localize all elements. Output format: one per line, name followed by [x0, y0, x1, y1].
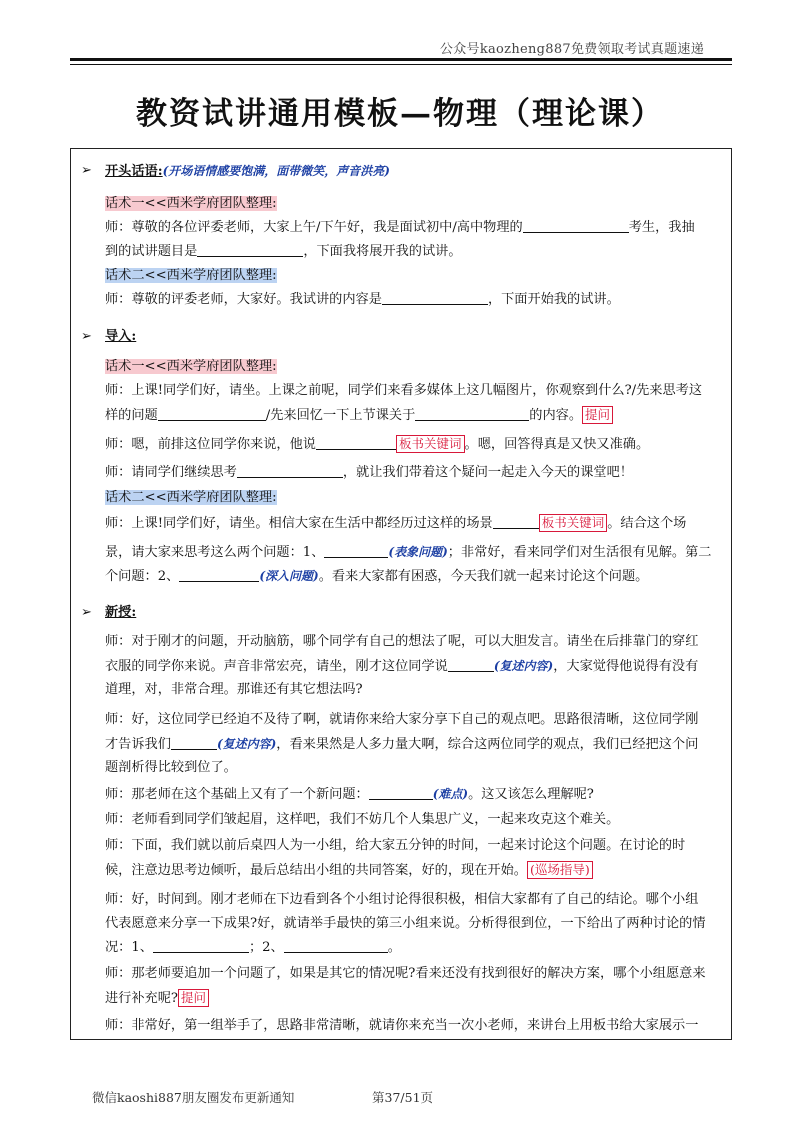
opening-s2-text-b: ，下面开始我的试讲。 — [487, 292, 620, 307]
answer-blank — [158, 407, 266, 421]
opening-s1-line2 — [105, 243, 721, 261]
answer-blank — [284, 939, 388, 953]
opening-s1-text-c: 到的试讲题目是 — [105, 244, 198, 259]
intro-text-k: ；非常好，看来同学们对生活很有见解。第二 — [447, 545, 712, 560]
answer-blank — [493, 515, 539, 529]
intro-text-g: ，就让我们带着这个疑问一起走入今天的课堂吧！ — [342, 465, 633, 480]
opening-s2-line1 — [105, 291, 721, 309]
opening-s1-text-b: 考生，我抽 — [628, 220, 695, 235]
new-line4: 师：好，这位同学已经迫不及待了啊，就请你来给大家分享下自己的观点吧。思路很清晰，这位同学刚 — [105, 712, 699, 727]
new-line5 — [105, 735, 721, 754]
new-line1: 师：对于刚才的问题，开动脑筋，哪个同学有自己的想法了呢，可以大胆发言。请坐在后排靠门的穿红 — [105, 634, 699, 649]
new-line15 — [105, 989, 721, 1008]
new-heading-line — [105, 604, 721, 622]
opening-script1-label-line — [105, 195, 721, 213]
board-keyword-tag: 板书关键词 — [396, 435, 465, 453]
new-line10 — [105, 861, 721, 880]
opening-s1-text-d: ，下面我将展开我的试讲。 — [303, 244, 462, 259]
opening-s1-text-a: 师：尊敬的各位评委老师，大家上午/下午好，我是面试初中/高中物理的 — [105, 220, 523, 235]
new-line13 — [105, 939, 721, 957]
intro-line2 — [105, 406, 721, 425]
new-text-e: 师：那老师在这个基础上又有了一个新问题： — [105, 787, 369, 802]
intro-text-b: /先来回忆一下上节课关于 — [265, 408, 416, 423]
new-line3: 道理，对，非常合理。那谁还有其它想法吗? — [105, 682, 363, 697]
footer-notice: 微信kaoshi887朋友圈发布更新通知 — [92, 1090, 295, 1105]
ask-tag-2: 提问 — [178, 989, 209, 1007]
intro-line4 — [105, 464, 721, 482]
page-number: 第37/51页 — [372, 1090, 434, 1105]
board-keyword-tag-2: 板书关键词 — [539, 514, 608, 532]
answer-blank — [237, 464, 343, 478]
intro-line5 — [105, 514, 721, 533]
intro-text-j: 景，请大家来思考这么两个问题：1、 — [105, 545, 325, 560]
opening-script2-label-line — [105, 267, 721, 285]
new-line7 — [105, 785, 721, 804]
new-text-d: ，看来果然是人多力量大啊，综合这两位同学的观点，我们已经把这个问 — [276, 737, 699, 752]
new-text-j: 。 — [387, 940, 401, 955]
intro-line3 — [105, 435, 721, 454]
intro-text-i: 。结合这个场 — [607, 516, 687, 531]
answer-blank — [523, 219, 629, 233]
intro-text-f: 师：请同学们继续思考 — [105, 465, 237, 480]
intro-script2-label: 话术二<<西米学府团队整理: — [105, 490, 277, 505]
answer-blank — [316, 436, 396, 450]
arrow-bullet-icon: ➢ — [81, 329, 92, 344]
deep-question-note: (深入问题) — [259, 569, 319, 583]
new-text-i: ；2、 — [248, 940, 284, 955]
intro-text-d: 师：嗯，前排这位同学你来说，他说 — [105, 437, 316, 452]
intro-line1: 师：上课!同学们好，请坐。上课之前呢，同学们来看多媒体上这几幅图片，你观察到什么?/先来思考这 — [105, 383, 703, 398]
answer-blank — [197, 243, 303, 257]
intro-line7 — [105, 567, 721, 586]
opening-s1-line1 — [105, 219, 721, 237]
intro-text-e: 。嗯，回答得真是又快又准确。 — [464, 437, 650, 452]
answer-blank — [171, 736, 217, 750]
new-text-k: 进行补充呢? — [105, 991, 179, 1006]
header-rule-thick — [70, 58, 732, 61]
intro-text-a: 样的问题 — [105, 408, 158, 423]
new-heading: 新授: — [105, 605, 137, 620]
intro-text-h: 师：上课!同学们好，请坐。相信大家在生活中都经历过这样的场景 — [105, 516, 493, 531]
intro-script1-label-line — [105, 358, 721, 376]
answer-blank — [448, 658, 494, 672]
ask-tag: 提问 — [582, 406, 613, 424]
new-text-h: 况：1、 — [105, 940, 153, 955]
answer-blank — [324, 544, 388, 558]
new-text-c: 才告诉我们 — [105, 737, 171, 752]
answer-blank — [382, 291, 488, 305]
restate-note-2: (复述内容) — [216, 737, 277, 751]
template-box — [70, 148, 732, 1040]
intro-line6 — [105, 543, 721, 562]
intro-text-c: 的内容。 — [529, 408, 583, 423]
opening-script1-label: 话术一<<西米学府团队整理: — [105, 196, 277, 211]
patrol-guide-tag: (巡场指导) — [527, 861, 593, 879]
arrow-bullet-icon: ➢ — [81, 605, 92, 620]
new-text-f: 。这又该怎么理解呢? — [468, 787, 594, 802]
opening-heading-line — [105, 162, 721, 181]
new-line14: 师：那老师要追加一个问题了，如果是其它的情况呢?看来还没有找到很好的解决方案，哪个小组愿意来 — [105, 966, 706, 981]
intro-script1-label: 话术一<<西米学府团队整理: — [105, 359, 277, 374]
header-rule-thin — [70, 64, 732, 65]
new-text-g: 候，注意边思考边倾听，最后总结出小组的共同答案，好的，现在开始。 — [105, 863, 527, 878]
intro-heading: 导入: — [105, 329, 137, 344]
answer-blank — [153, 939, 249, 953]
new-line9: 师：下面，我们就以前后桌四人为一小组，给大家五分钟的时间，一起来讨论这个问题。在讨论的时 — [105, 838, 686, 853]
difficulty-note: (难点) — [432, 787, 469, 801]
new-line6: 题剖析得比较到位了。 — [105, 760, 237, 775]
new-line16: 师：非常好，第一组举手了，思路非常清晰，就请你来充当一次小老师，来讲台上用板书给大家展示一 — [105, 1018, 699, 1033]
new-line2 — [105, 657, 721, 676]
arrow-bullet-icon: ➢ — [81, 163, 92, 178]
opening-note: (开场语情感要饱满，面带微笑，声音洪亮) — [162, 164, 390, 178]
restate-note: (复述内容) — [493, 659, 554, 673]
new-text-b: ，大家觉得他说得有没有 — [553, 659, 699, 674]
opening-s2-text-a: 师：尊敬的评委老师，大家好。我试讲的内容是 — [105, 292, 382, 307]
intro-text-m: 。看来大家都有困惑，今天我们就一起来讨论这个问题。 — [318, 569, 649, 584]
opening-heading: 开头话语: — [105, 164, 163, 179]
new-line12: 代表愿意来分享一下成果?好，就请举手最快的第三小组来说。分析得很到位，一下给出了两种讨论的情 — [105, 916, 706, 931]
intro-script2-label-line — [105, 489, 721, 507]
intro-heading-line — [105, 328, 721, 346]
new-line11: 师：好，时间到。刚才老师在下边看到各个小组讨论得很积极，相信大家都有了自己的结论。哪个小组 — [105, 892, 699, 907]
header-notice: 公众号kaozheng887免费领取考试真题速递 — [439, 42, 704, 57]
new-text-a: 衣服的同学你来说。声音非常宏亮，请坐，刚才这位同学说 — [105, 659, 448, 674]
answer-blank — [369, 786, 433, 800]
surface-question-note: (表象问题) — [388, 545, 448, 559]
answer-blank — [179, 568, 259, 582]
intro-text-l: 个问题：2、 — [105, 569, 180, 584]
answer-blank — [415, 407, 529, 421]
new-line8: 师：老师看到同学们皱起眉，这样吧，我们不妨几个人集思广义，一起来攻克这个难关。 — [105, 812, 620, 827]
opening-script2-label: 话术二<<西米学府团队整理: — [105, 268, 277, 283]
page-title: 教资试讲通用模板—物理（理论课） — [136, 96, 664, 132]
